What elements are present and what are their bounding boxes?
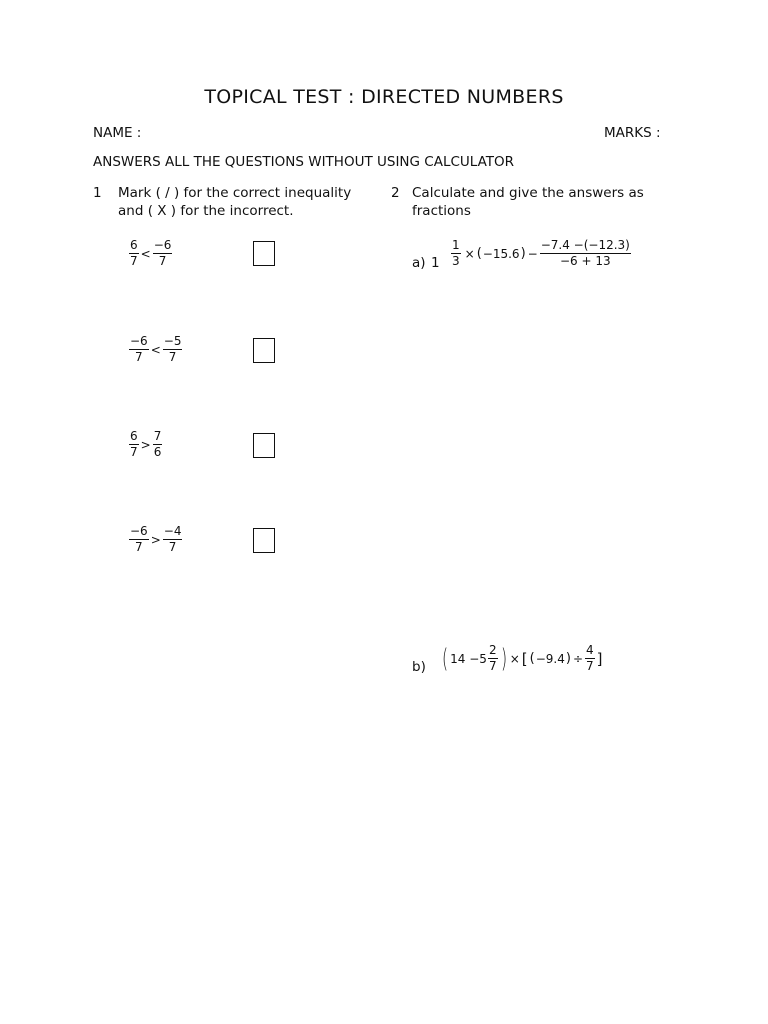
whole-part: 14 −5 — [450, 651, 487, 666]
denominator: 7 — [130, 445, 138, 459]
open-bracket: [ — [521, 649, 528, 668]
q1-instruction-line1: Mark ( / ) for the correct inequality — [118, 185, 352, 201]
q1-instruction-line2: and ( X ) for the incorrect. — [118, 203, 294, 219]
multiply-sign: × — [509, 651, 520, 666]
close-bracket: ] — [596, 649, 603, 668]
fraction — [163, 335, 183, 364]
fraction — [153, 430, 163, 459]
denominator: 7 — [135, 350, 143, 364]
inequality-sign: < — [150, 342, 161, 357]
inequality-2 — [128, 335, 183, 364]
instruction-text: ANSWERS ALL THE QUESTIONS WITHOUT USING CALCULATOR — [93, 154, 515, 170]
denominator: 6 — [153, 445, 162, 459]
denominator: 3 — [452, 254, 460, 268]
denominator: 7 — [586, 659, 594, 673]
numerator: −4 — [163, 524, 182, 538]
inequality-1 — [128, 239, 173, 268]
denominator: 7 — [135, 540, 143, 554]
numerator: 4 — [586, 643, 594, 657]
fraction — [153, 239, 173, 268]
close-paren: ) — [500, 643, 507, 674]
inequality-sign: < — [140, 246, 151, 261]
numerator: 6 — [130, 429, 138, 443]
q2b-label: b) — [412, 659, 426, 675]
inequality-4 — [128, 525, 183, 554]
q2a-whole-number: 1 — [431, 255, 440, 271]
q2-instruction-line2: fractions — [412, 203, 471, 219]
numerator: 2 — [488, 643, 497, 657]
q2b-expression — [440, 644, 604, 673]
q2-number: 2 — [391, 185, 400, 201]
open-paren: ( — [529, 651, 535, 666]
fraction — [451, 239, 461, 268]
fraction — [129, 335, 149, 364]
minus-sign: − — [527, 246, 538, 261]
numerator: 7 — [153, 429, 162, 443]
denominator: 7 — [488, 659, 497, 673]
q2a-expression — [450, 239, 632, 268]
denominator: 7 — [168, 540, 177, 554]
marks-label: MARKS : — [604, 125, 661, 141]
fraction — [129, 525, 149, 554]
close-paren: ) — [565, 651, 571, 666]
fraction — [585, 644, 595, 673]
page-title: TOPICAL TEST : DIRECTED NUMBERS — [204, 86, 564, 108]
name-label: NAME : — [93, 125, 142, 141]
inner-value: −15.6 — [482, 246, 520, 261]
numerator: −5 — [163, 334, 182, 348]
fraction — [163, 525, 183, 554]
q1-number: 1 — [93, 185, 102, 201]
numerator: 6 — [130, 238, 138, 252]
answer-checkbox-1[interactable] — [253, 241, 275, 266]
answer-checkbox-3[interactable] — [253, 433, 275, 458]
fraction — [129, 239, 139, 268]
denominator: −6 + 13 — [559, 254, 611, 268]
numerator: −6 — [130, 334, 148, 348]
answer-checkbox-2[interactable] — [253, 338, 275, 363]
fraction — [129, 430, 139, 459]
multiply-sign: × — [464, 246, 475, 261]
numerator: −6 — [130, 524, 148, 538]
numerator: 1 — [452, 238, 460, 252]
close-paren: ) — [520, 246, 526, 261]
q2a-label: a) — [412, 255, 426, 271]
denominator: 7 — [158, 254, 167, 268]
answer-checkbox-4[interactable] — [253, 528, 275, 553]
fraction — [488, 644, 498, 673]
inequality-sign: > — [150, 532, 161, 547]
numerator: −6 — [153, 238, 172, 252]
open-paren: ( — [476, 246, 482, 261]
numerator: −7.4 −(−12.3) — [540, 238, 630, 252]
fraction — [540, 239, 631, 268]
denominator: 7 — [168, 350, 177, 364]
divide-sign: ÷ — [572, 651, 584, 666]
open-paren: ( — [442, 643, 449, 674]
q2-instruction-line1: Calculate and give the answers as — [412, 185, 644, 201]
inequality-3 — [128, 430, 163, 459]
inner-value: −9.4 — [535, 651, 565, 666]
inequality-sign: > — [140, 437, 151, 452]
denominator: 7 — [130, 254, 138, 268]
